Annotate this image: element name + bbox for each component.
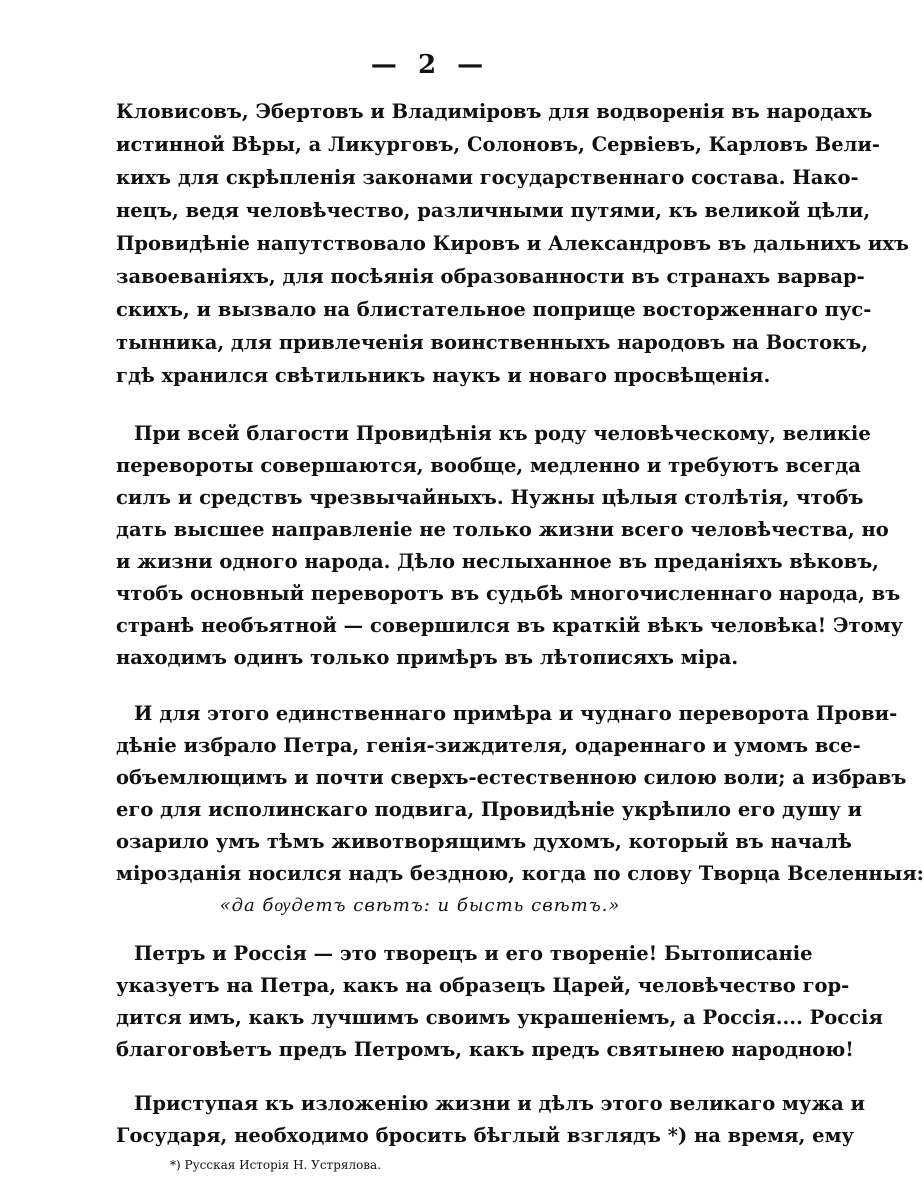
text-line: чтобъ основный переворотъ въ судьбѣ многочисленнаго народа, въ — [116, 582, 901, 605]
text-line: перевороты совершаются, вообще, медленно и требуютъ всегда — [116, 454, 861, 477]
text-line: силъ и средствъ чрезвычайныхъ. Нужны цѣлыя столѣтія, чтобъ — [116, 486, 864, 509]
page-number: — 2 — — [370, 50, 490, 80]
text-line: Кловисовъ, Эбертовъ и Владиміровъ для водворенія въ народахъ — [116, 100, 873, 123]
text-line: его для исполинскаго подвига, Провидѣніе укрѣпило его душу и — [116, 798, 863, 821]
text-line: скихъ, и вызвало на блистательное поприще восторженнаго пус- — [116, 298, 872, 321]
text-line: дать высшее направленіе не только жизни всего человѣчества, но — [116, 518, 889, 541]
footnote: *) Русская Исторія Н. Устрялова. — [170, 1158, 382, 1172]
text-line: и жизни одного народа. Дѣло неслыханное въ преданіяхъ вѣковъ, — [116, 550, 879, 573]
text-line: завоеваніяхъ, для посѣянія образованности въ странахъ варвар- — [116, 265, 865, 288]
text-line: дится имъ, какъ лучшимъ своимъ украшеніемъ, а Россія.... Россія — [116, 1006, 883, 1029]
text-line: Государя, необходимо бросить бѣглый взглядъ *) на время, ему — [116, 1124, 854, 1147]
text-line: мірозданія носился надъ бездною, когда по слову Творца Вселенныя: — [116, 862, 924, 885]
scripture-quote: «да бѹдетъ свѣтъ: и бысть свѣтъ.» — [219, 895, 621, 916]
text-line: нецъ, ведя человѣчество, различными путями, къ великой цѣли, — [116, 199, 871, 222]
text-line: гдѣ хранился свѣтильникъ наукъ и новаго просвѣщенія. — [116, 364, 771, 387]
text-line: объемлющимъ и почти сверхъ-естественною силою воли; а избравъ — [116, 766, 907, 789]
text-line: Приступая къ изложенію жизни и дѣлъ этого великаго мужа и — [134, 1092, 866, 1115]
text-line: И для этого единственнаго примѣра и чуднаго переворота Прови- — [134, 702, 898, 725]
text-line: благоговѣетъ предъ Петромъ, какъ предъ святынею народною! — [116, 1038, 854, 1061]
text-line: указуетъ на Петра, какъ на образецъ Царей, человѣчество гор- — [116, 974, 850, 997]
text-line: странѣ необъятной — совершился въ краткій вѣкъ человѣка! Этому — [116, 614, 904, 637]
text-line: При всей благости Провидѣнія къ роду человѣческому, великіе — [134, 422, 871, 445]
text-line: кихъ для скрѣпленія законами государственнаго состава. Нако- — [116, 166, 859, 189]
text-line: Провидѣніе напутствовало Кировъ и Александровъ въ дальнихъ ихъ — [116, 232, 909, 255]
text-line: находимъ одинъ только примѣръ въ лѣтописяхъ міра. — [116, 646, 739, 669]
text-line: озарило умъ тѣмъ животворящимъ духомъ, который въ началѣ — [116, 830, 852, 853]
text-line: Петръ и Россія — это творецъ и его твореніе! Бытописаніе — [134, 942, 813, 965]
text-line: тынника, для привлеченія воинственныхъ народовъ на Востокъ, — [116, 331, 868, 354]
text-line: истинной Вѣры, а Ликурговъ, Солоновъ, Сервіевъ, Карловъ Вели- — [116, 133, 880, 156]
text-line: дѣніе избрало Петра, генія-зиждителя, одареннаго и умомъ все- — [116, 734, 861, 757]
